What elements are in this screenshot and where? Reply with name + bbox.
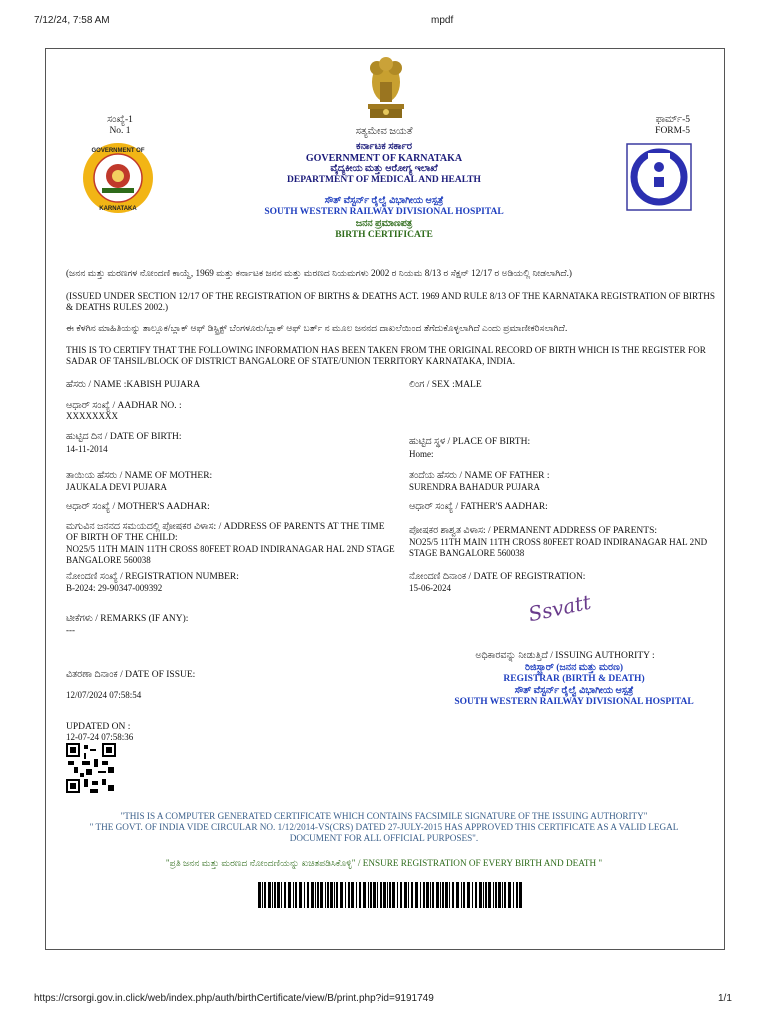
- barcode-bar: [475, 882, 477, 908]
- registration-number-value: B-2024: 29-90347-009392: [66, 583, 163, 593]
- preamble-english-2: THIS IS TO CERTIFY THAT THE FOLLOWING INFORMATION HAS BEEN TAKEN FROM THE ORIGINAL RECORD OF BIRTH WHICH IS THE REGISTER FOR SADAR OF TAHSIL/BLOCK OF DISTRICT BANGALORE OF STATE/UNION TERRITORY KARNATAKA, INDIA.: [66, 345, 706, 366]
- barcode-bar: [404, 882, 407, 908]
- barcode-bar: [488, 882, 491, 908]
- barcode-bar: [502, 882, 503, 908]
- barcode-bar: [485, 882, 487, 908]
- registration-date-label: ನೋಂದಣಿ ದಿನಾಂಕ / DATE OF REGISTRATION:: [409, 572, 586, 582]
- barcode-bar: [498, 882, 501, 908]
- barcode-bar: [383, 882, 386, 908]
- barcode-bar: [336, 882, 338, 908]
- barcode-bar: [380, 882, 382, 908]
- barcode-bar: [493, 882, 494, 908]
- preamble-kannada-2: ಈ ಕೆಳಗಿನ ಮಾಹಿತಿಯನ್ನು ತಾಲ್ಲೂಕ/ಬ್ಲಾಕ್ ಆಫ್ ಡಿಸ್ಟ್ರಿಕ್ಟ್ ಬೆಂಗಳೂರು/ಬ್ಲಾಕ್ ಆಫ್ ಬರ್ತ್ ನ ಮೂಲ ಜನನದ ದಾಖಲೆಯಿಂದ ತೆಗೆದುಕೊಳ್ಳಲಾಗಿದೆ ಎಂದು ಪ್ರಮಾಣೀಕರಿಸಲಾಗಿದೆ.: [66, 323, 568, 333]
- computer-generated-note: "THIS IS A COMPUTER GENERATED CERTIFICATE WHICH CONTAINS FACSIMILE SIGNATURE OF THE ISSUING AUTHORITY": [120, 811, 648, 821]
- remarks-label: ಟೀಕೆಗಳು / REMARKS (IF ANY):: [66, 614, 189, 624]
- barcode-bar: [504, 882, 506, 908]
- mother-name-value: JAUKALA DEVI PUJARA: [66, 482, 168, 492]
- barcode-bar: [317, 882, 319, 908]
- number-english: No. 1: [109, 126, 131, 136]
- barcode-bar: [408, 882, 409, 908]
- preamble-kannada-1: (ಜನನ ಮತ್ತು ಮರಣಗಳ ನೋಂದಣಿ ಕಾಯ್ದೆ, 1969 ಮತ್ತು ಕರ್ನಾಟಕ ಜನನ ಮತ್ತು ಮರಣದ ನಿಯಮಗಳು 2002 ರ ನಿಯಮ 8/13 ರ ಸೆಕ್ಷನ್ 12/17 ರ ಅಡಿಯಲ್ಲಿ ನೀಡಲಾಗಿದೆ.): [66, 268, 572, 278]
- barcode-bar: [359, 882, 361, 908]
- govt-english: GOVERNMENT OF KARNATAKA: [305, 153, 463, 164]
- barcode-bar: [513, 882, 514, 908]
- barcode-bar: [411, 882, 413, 908]
- barcode-bar: [389, 882, 391, 908]
- print-title: mpdf: [431, 15, 454, 26]
- issuing-authority-label: ಅಧಿಕಾರವನ್ನು ನೀಡುತ್ತಿದೆ / ISSUING AUTHORITY :: [475, 651, 655, 661]
- print-datetime: 7/12/24, 7:58 AM: [34, 15, 110, 26]
- dept-kannada: ವೈದ್ಯಕೀಯ ಮತ್ತು ಆರೋಗ್ಯ ಇಲಾಖೆ: [330, 164, 438, 174]
- barcode-bar: [516, 882, 518, 908]
- barcode-bar: [277, 882, 280, 908]
- barcode-bar: [420, 882, 421, 908]
- govt-kannada: ಕರ್ನಾಟಕ ಸರ್ಕಾರ: [355, 141, 413, 152]
- barcode-bar: [307, 882, 309, 908]
- sex: ಲಿಂಗ / SEX :MALE: [409, 380, 482, 390]
- seal-top-text: GOVERNMENT OF: [91, 148, 145, 154]
- certificate-title-kannada: ಜನನ ಪ್ರಮಾಣಪತ್ರ: [355, 219, 413, 229]
- authority-hospital-english: SOUTH WESTERN RAILWAY DIVISIONAL HOSPITAL: [454, 697, 694, 707]
- birth-address-label: ಮಗುವಿನ ಜನನದ ಸಮಯದಲ್ಲಿ ಪೋಷಕರ ವಿಳಾಸ: / ADDRESS OF PARENTS AT THE TIME OF BIRTH OF THE CHILD:: [66, 522, 385, 543]
- motto: ಸತ್ಯಮೇವ ಜಯತೆ: [355, 126, 413, 137]
- barcode-bar: [442, 882, 444, 908]
- barcode-bar: [299, 882, 302, 908]
- barcode-bar: [274, 882, 276, 908]
- qr-code-icon: [66, 743, 116, 793]
- barcode-bar: [456, 882, 459, 908]
- barcode-bar: [368, 882, 369, 908]
- father-name-label: ತಂದೆಯ ಹೆಸರು / NAME OF FATHER :: [409, 471, 550, 481]
- barcode-bar: [449, 882, 450, 908]
- barcode-bar: [348, 882, 350, 908]
- barcode-bar: [467, 882, 470, 908]
- barcode-bar: [293, 882, 294, 908]
- dob-value: 14-11-2014: [66, 444, 108, 454]
- barcode-bar: [268, 882, 271, 908]
- preamble-english-1: (ISSUED UNDER SECTION 12/17 OF THE REGISTRATION OF BIRTHS & DEATHS ACT. 1969 AND RULE 8/13 OF THE KARNATAKA REGISTRATION OF BIRTHS & DEATHS RULES 2002.): [66, 291, 715, 312]
- aadhar-label: ಆಧಾರ್ ಸಂಖ್ಯೆ / AADHAR NO. :: [66, 401, 182, 411]
- barcode-bar: [334, 882, 335, 908]
- seal-bottom-text: KARNATAKA: [99, 206, 137, 212]
- barcode-bar: [426, 882, 429, 908]
- barcode-bar: [387, 882, 388, 908]
- barcode-bar: [304, 882, 305, 908]
- barcode-bar: [432, 882, 434, 908]
- barcode-bar: [295, 882, 297, 908]
- national-emblem-icon: [366, 56, 406, 120]
- barcode-bar: [340, 882, 343, 908]
- barcode-bar: [452, 882, 454, 908]
- father-name-value: SURENDRA BAHADUR PUJARA: [409, 482, 541, 492]
- barcode-bar: [423, 882, 425, 908]
- authority-hospital-kannada: ಸೌತ್ ವೆಸ್ಟರ್ನ್ ರೈಲ್ವೆ ವಿಭಾಗೀಯ ಆಸ್ಪತ್ರೆ: [514, 686, 634, 696]
- permanent-address-value: NO25/5 11TH MAIN 11TH CROSS 80FEET ROAD INDIRANAGAR HAL 2ND STAGE BANGALORE 560038: [409, 537, 708, 558]
- dept-english: DEPARTMENT OF MEDICAL AND HEALTH: [287, 175, 481, 185]
- barcode-bar: [445, 882, 448, 908]
- hospital-english: SOUTH WESTERN RAILWAY DIVISIONAL HOSPITAL: [264, 207, 504, 217]
- registration-date-value: 15-06-2024: [409, 583, 451, 593]
- registration-number-label: ನೋಂದಣಿ ಸಂಖ್ಯೆ / REGISTRATION NUMBER:: [66, 572, 239, 582]
- barcode-bar: [262, 882, 263, 908]
- legal-validity-note: " THE GOVT. OF INDIA VIDE CIRCULAR NO. 1/12/2014-VS(CRS) DATED 27-JULY-2015 HAS APPROVED THIS CERTIFICATE AS A VALID LEGAL DOCUMENT FOR ALL OFFICIAL PURPOSES".: [89, 822, 679, 843]
- barcode-bar: [397, 882, 398, 908]
- form-english: FORM-5: [655, 126, 690, 136]
- issue-date-value: 12/07/2024 07:58:54: [66, 690, 142, 700]
- birth-address-value: NO25/5 11TH MAIN 11TH CROSS 80FEET ROAD INDIRANAGAR HAL 2ND STAGE BANGALORE 560038: [66, 544, 395, 565]
- barcode-bar: [392, 882, 395, 908]
- hospital-kannada: ಸೌತ್ ವೆಸ್ಟರ್ನ್ ರೈಲ್ವೆ ವಿಭಾಗೀಯ ಆಸ್ಪತ್ರೆ: [324, 196, 444, 206]
- barcode-bar: [483, 882, 484, 908]
- barcode-bar: [495, 882, 497, 908]
- number-kannada: ಸಂಖ್ಯೆ-1: [107, 115, 133, 125]
- dob-label: ಹುಟ್ಟಿದ ದಿನ / DATE OF BIRTH:: [66, 432, 182, 442]
- registrar-english: REGISTRAR (BIRTH & DEATH): [503, 674, 645, 684]
- updated-value: 12-07-24 07:58:36: [66, 732, 134, 742]
- barcode-bar: [430, 882, 431, 908]
- barcode-bar: [463, 882, 465, 908]
- mother-name-label: ತಾಯಿಯ ಹೆಸರು / NAME OF MOTHER:: [66, 471, 213, 481]
- permanent-address-label: ಪೋಷಕರ ಶಾಶ್ವತ ವಿಳಾಸ: / PERMANENT ADDRESS OF PARENTS:: [409, 526, 657, 536]
- barcode-bar: [436, 882, 439, 908]
- barcode-bar: [400, 882, 402, 908]
- barcode-bar: [373, 882, 376, 908]
- certificate-title: BIRTH CERTIFICATE: [335, 230, 433, 240]
- barcode-bar: [281, 882, 282, 908]
- barcode-bar: [258, 882, 261, 908]
- registrar-kannada: ರಿಜಿಸ್ಟ್ರಾರ್ (ಜನನ ಮತ್ತು ಮರಣ): [525, 663, 623, 673]
- barcode-bar: [311, 882, 314, 908]
- barcode-bar: [288, 882, 291, 908]
- birth-place-label: ಹುಟ್ಟಿದ ಸ್ಥಳ / PLACE OF BIRTH:: [409, 437, 531, 447]
- barcode-bar: [345, 882, 346, 908]
- barcode-bar: [519, 882, 522, 908]
- remarks-value: ---: [66, 625, 75, 635]
- print-page-number: 1/1: [718, 993, 732, 1004]
- aadhar-value: XXXXXXXX: [66, 411, 118, 421]
- barcode-bar: [315, 882, 316, 908]
- barcode-bar: [370, 882, 372, 908]
- barcode-bar: [330, 882, 333, 908]
- barcode-bar: [461, 882, 462, 908]
- barcode-bar: [363, 882, 366, 908]
- barcode-bar: [356, 882, 357, 908]
- facsimile-signature: Ssvatt: [526, 589, 594, 627]
- print-url[interactable]: https://crsorgi.gov.in.click/web/index.php/auth/birthCertificate/view/B/print.php?id=9191749: [34, 993, 434, 1004]
- child-name: ಹೆಸರು / NAME :KABISH PUJARA: [66, 380, 201, 390]
- mother-aadhar-label: ಆಧಾರ್ ಸಂಖ್ಯೆ / MOTHER'S AADHAR:: [66, 502, 210, 512]
- barcode-bar: [264, 882, 266, 908]
- barcode-bar: [351, 882, 354, 908]
- barcode-bar: [377, 882, 378, 908]
- issue-date-label: ವಿತರಣಾ ದಿನಾಂಕ / DATE OF ISSUE:: [66, 670, 196, 680]
- barcode-bar: [284, 882, 286, 908]
- barcode-bar: [472, 882, 473, 908]
- barcode-bar: [272, 882, 273, 908]
- barcode-bar: [320, 882, 323, 908]
- form-kannada: ಫಾರ್ಮ್-5: [655, 115, 690, 125]
- updated-label: UPDATED ON :: [66, 722, 131, 732]
- barcode-bar: [327, 882, 329, 908]
- birth-place-value: Home:: [409, 449, 434, 459]
- barcode-bar: [440, 882, 441, 908]
- barcode-icon: [258, 882, 522, 908]
- barcode-bar: [325, 882, 326, 908]
- registration-slogan: "ಪ್ರತಿ ಜನನ ಮತ್ತು ಮರಣದ ನೋಂದಣಿಯನ್ನು ಖಚಿತಪಡಿಸಿಕೊಳ್ಳಿ" / ENSURE REGISTRATION OF EVERY BIRTH AND DEATH ": [165, 858, 603, 868]
- father-aadhar-label: ಆಧಾರ್ ಸಂಖ್ಯೆ / FATHER'S AADHAR:: [409, 502, 548, 512]
- barcode-bar: [508, 882, 511, 908]
- barcode-bar: [415, 882, 418, 908]
- barcode-bar: [479, 882, 482, 908]
